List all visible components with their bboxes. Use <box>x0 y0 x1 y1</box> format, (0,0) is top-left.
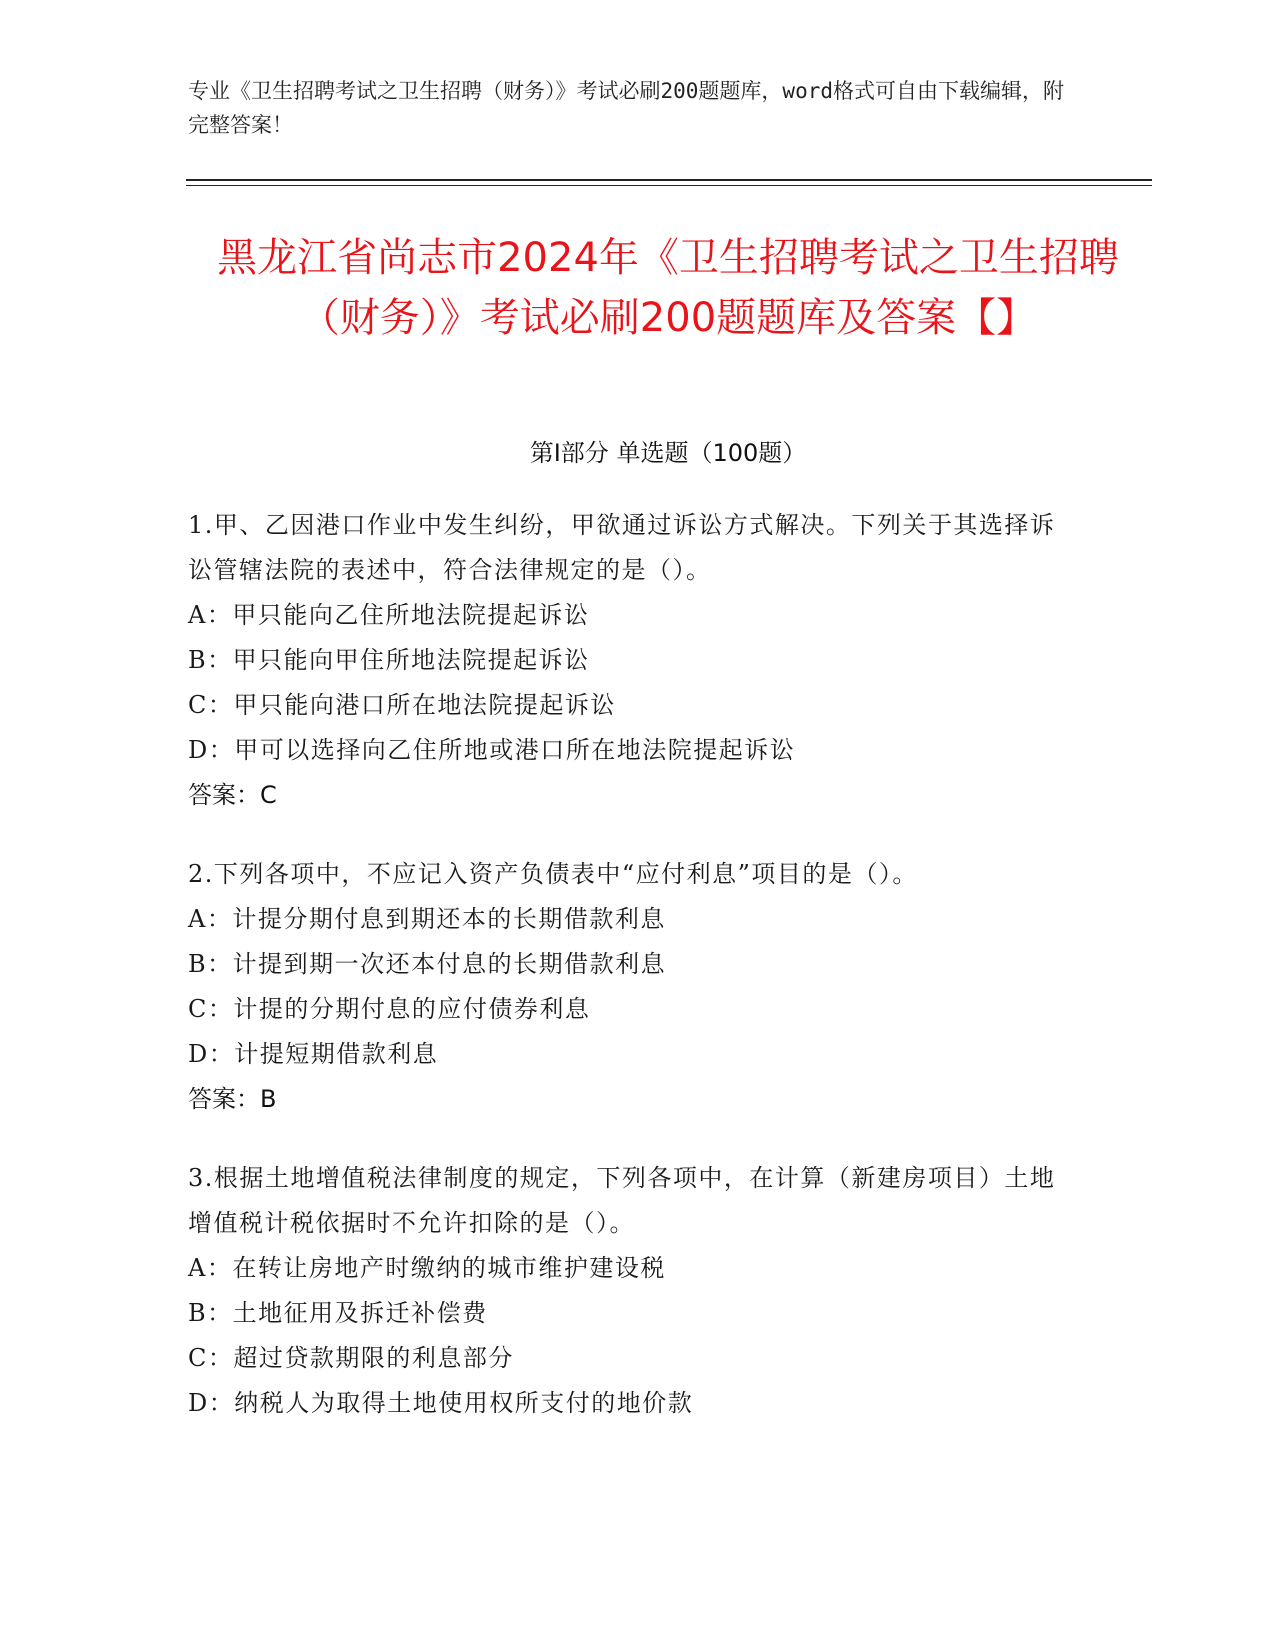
option-c: C：超过贷款期限的利息部分 <box>188 1344 514 1372</box>
answer: 答案：C <box>188 781 277 809</box>
question-2 <box>188 852 1068 1122</box>
option-c: C：计提的分期付息的应付债券利息 <box>188 995 591 1023</box>
option-a: A：计提分期付息到期还本的长期借款利息 <box>188 905 666 933</box>
option-d: D：计提短期借款利息 <box>188 1040 439 1068</box>
option-b: B：计提到期一次还本付息的长期借款利息 <box>188 950 667 978</box>
question-3 <box>188 1156 1068 1426</box>
header-divider-thin <box>186 185 1152 186</box>
question-stem: 1.甲、乙因港口作业中发生纠纷，甲欲通过诉讼方式解决。下列关于其选择诉讼管辖法院的表述中，符合法律规定的是（）。 <box>188 511 1056 584</box>
header-note: 专业《卫生招聘考试之卫生招聘（财务）》考试必刷200题题库，word格式可自由下载编辑，附完整答案！ <box>188 79 1064 137</box>
option-a: A：在转让房地产时缴纳的城市维护建设税 <box>188 1254 666 1282</box>
option-d: D：甲可以选择向乙住所地或港口所在地法院提起诉讼 <box>188 736 796 764</box>
header-divider-thick <box>186 179 1152 181</box>
question-1 <box>188 503 1068 818</box>
option-b: B：甲只能向甲住所地法院提起诉讼 <box>188 646 590 674</box>
question-stem: 2.下列各项中，不应记入资产负债表中“应付利息”项目的是（）。 <box>188 860 918 888</box>
document-title: 黑龙江省尚志市2024年《卫生招聘考试之卫生招聘（财务）》考试必刷200题题库及答案【】 <box>217 235 1119 341</box>
section-title: 第Ⅰ部分 单选题（100题） <box>529 439 807 467</box>
option-a: A：甲只能向乙住所地法院提起诉讼 <box>188 601 590 629</box>
option-c: C：甲只能向港口所在地法院提起诉讼 <box>188 691 616 719</box>
question-stem: 3.根据土地增值税法律制度的规定，下列各项中，在计算（新建房项目）土地增值税计税依据时不允许扣除的是（）。 <box>188 1164 1056 1237</box>
option-b: B：土地征用及拆迁补偿费 <box>188 1299 488 1327</box>
option-d: D：纳税人为取得土地使用权所支付的地价款 <box>188 1389 694 1417</box>
answer: 答案：B <box>188 1085 277 1113</box>
